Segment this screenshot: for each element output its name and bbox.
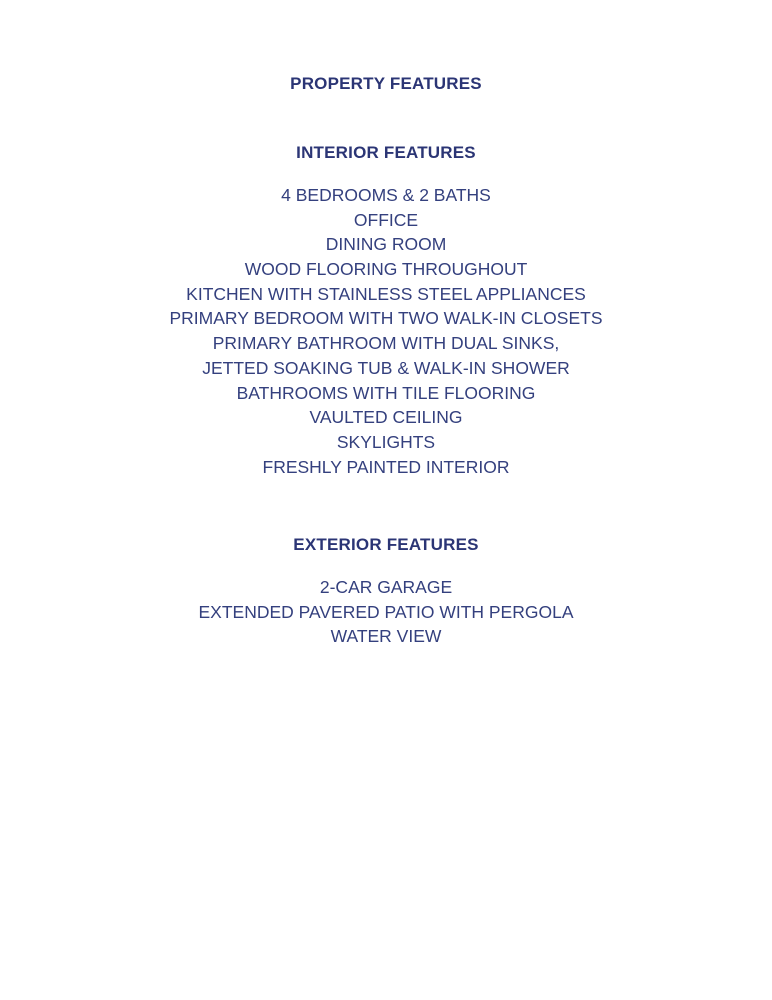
interior-feature-item: JETTED SOAKING TUB & WALK-IN SHOWER	[202, 357, 570, 378]
interior-feature-item: FRESHLY PAINTED INTERIOR	[262, 456, 510, 477]
exterior-feature-item: 2-CAR GARAGE	[319, 577, 453, 597]
interior-feature-item: KITCHEN WITH STAINLESS STEEL APPLIANCES	[186, 283, 586, 304]
interior-feature-item: BATHROOMS WITH TILE FLOORING	[236, 382, 536, 403]
interior-feature-item: SKYLIGHTS	[336, 431, 436, 452]
interior-feature-item: PRIMARY BATHROOM WITH DUAL SINKS,	[212, 333, 560, 354]
interior-feature-item: OFFICE	[353, 209, 419, 230]
interior-feature-item: PRIMARY BEDROOM WITH TWO WALK-IN CLOSETS	[169, 308, 603, 329]
interior-feature-item: 4 BEDROOMS & 2 BATHS	[281, 185, 491, 205]
interior-features-list	[0, 183, 772, 479]
page-title: PROPERTY FEATURES	[290, 74, 482, 93]
exterior-features-heading: EXTERIOR FEATURES	[293, 535, 479, 554]
exterior-feature-item: WATER VIEW	[330, 626, 442, 647]
exterior-feature-item: EXTENDED PAVERED PATIO WITH PERGOLA	[198, 601, 574, 622]
exterior-features-list	[0, 575, 772, 649]
interior-features-heading: INTERIOR FEATURES	[296, 143, 476, 162]
interior-feature-item: VAULTED CEILING	[309, 407, 463, 428]
interior-feature-item: DINING ROOM	[325, 234, 447, 255]
interior-feature-item: WOOD FLOORING THROUGHOUT	[244, 259, 528, 280]
